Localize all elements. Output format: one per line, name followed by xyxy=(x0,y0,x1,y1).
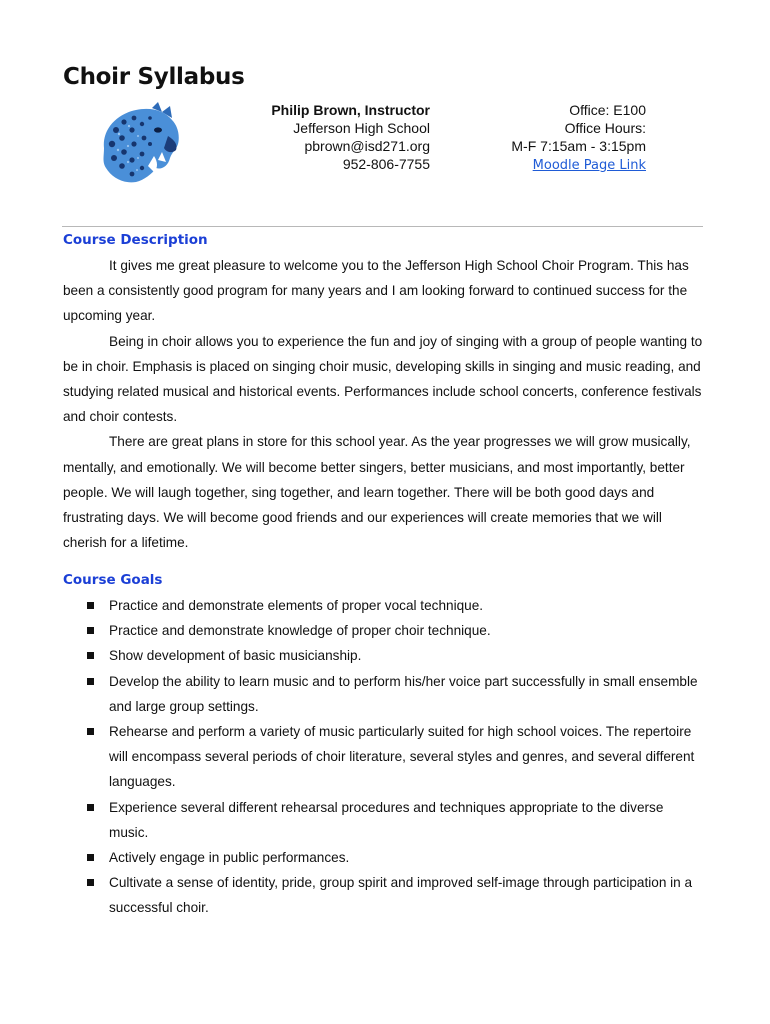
description-paragraph: There are great plans in store for this school year. As the year progresses we will grow musically, mentally, and emotionally. We will become better singers, better musicians, and most importantly, better people. We will laugh together, sing together, and learn together. There will be both good days and frustrating days. We will become good friends and our experiences will create memories that we will cherish for a lifetime. xyxy=(63,434,691,551)
square-bullet-icon xyxy=(87,804,94,811)
goal-item xyxy=(63,795,705,845)
office-hours: M-F 7:15am - 3:15pm xyxy=(511,138,646,154)
instructor-email: pbrown@isd271.org xyxy=(304,138,430,154)
office-info xyxy=(446,101,646,175)
square-bullet-icon xyxy=(87,854,94,861)
goal-text: Rehearse and perform a variety of music particularly suited for high school voices. The repertoire will encompass several periods of choir literature, several styles and genres, and several different languages. xyxy=(109,724,695,790)
school-name: Jefferson High School xyxy=(293,120,430,136)
goal-text: Experience several different rehearsal procedures and techniques appropriate to the diverse music. xyxy=(109,799,664,840)
square-bullet-icon xyxy=(87,879,94,886)
instructor-info xyxy=(230,101,430,173)
office-hours-label: Office Hours: xyxy=(564,120,646,136)
office-room: Office: E100 xyxy=(569,102,646,118)
jaguar-mascot-icon xyxy=(92,100,184,184)
goal-text: Practice and demonstrate knowledge of proper choir technique. xyxy=(109,623,491,639)
goal-item xyxy=(63,870,705,920)
course-goals-list xyxy=(63,593,705,921)
course-description xyxy=(63,253,705,555)
goal-item xyxy=(63,618,705,643)
course-description-heading: Course Description xyxy=(63,232,208,248)
header-divider xyxy=(62,226,703,227)
goal-item xyxy=(63,643,705,668)
goal-text: Show development of basic musicianship. xyxy=(109,648,362,664)
goal-text: Develop the ability to learn music and to perform his/her voice part successfully in small ensemble and large group settings. xyxy=(109,673,698,714)
instructor-phone: 952-806-7755 xyxy=(342,156,430,172)
goal-text: Actively engage in public performances. xyxy=(109,850,350,866)
moodle-page-link[interactable]: Moodle Page Link xyxy=(532,158,646,173)
course-goals-heading: Course Goals xyxy=(63,572,163,588)
square-bullet-icon xyxy=(87,728,94,735)
square-bullet-icon xyxy=(87,602,94,609)
goal-item xyxy=(63,845,705,870)
square-bullet-icon xyxy=(87,652,94,659)
page-title: Choir Syllabus xyxy=(63,64,245,90)
goal-item xyxy=(63,719,705,795)
goal-text: Cultivate a sense of identity, pride, group spirit and improved self-image through participation in a successful choir. xyxy=(109,875,693,916)
description-paragraph: Being in choir allows you to experience the fun and joy of singing with a group of people wanting to be in choir. Emphasis is placed on singing choir music, developing skills in singing and music reading, and studying related musical and historical events. Performances include school concerts, conference festivals and choir contests. xyxy=(63,333,703,425)
goal-text: Practice and demonstrate elements of proper vocal technique. xyxy=(109,598,484,613)
description-paragraph: It gives me great pleasure to welcome you to the Jefferson High School Choir Program. This has been a consistently good program for many years and I am looking forward to continued success for the upcoming year. xyxy=(63,258,689,324)
square-bullet-icon xyxy=(87,627,94,634)
square-bullet-icon xyxy=(87,678,94,685)
instructor-name: Philip Brown, Instructor xyxy=(271,102,430,118)
goal-item xyxy=(63,593,705,618)
goal-item xyxy=(63,669,705,719)
